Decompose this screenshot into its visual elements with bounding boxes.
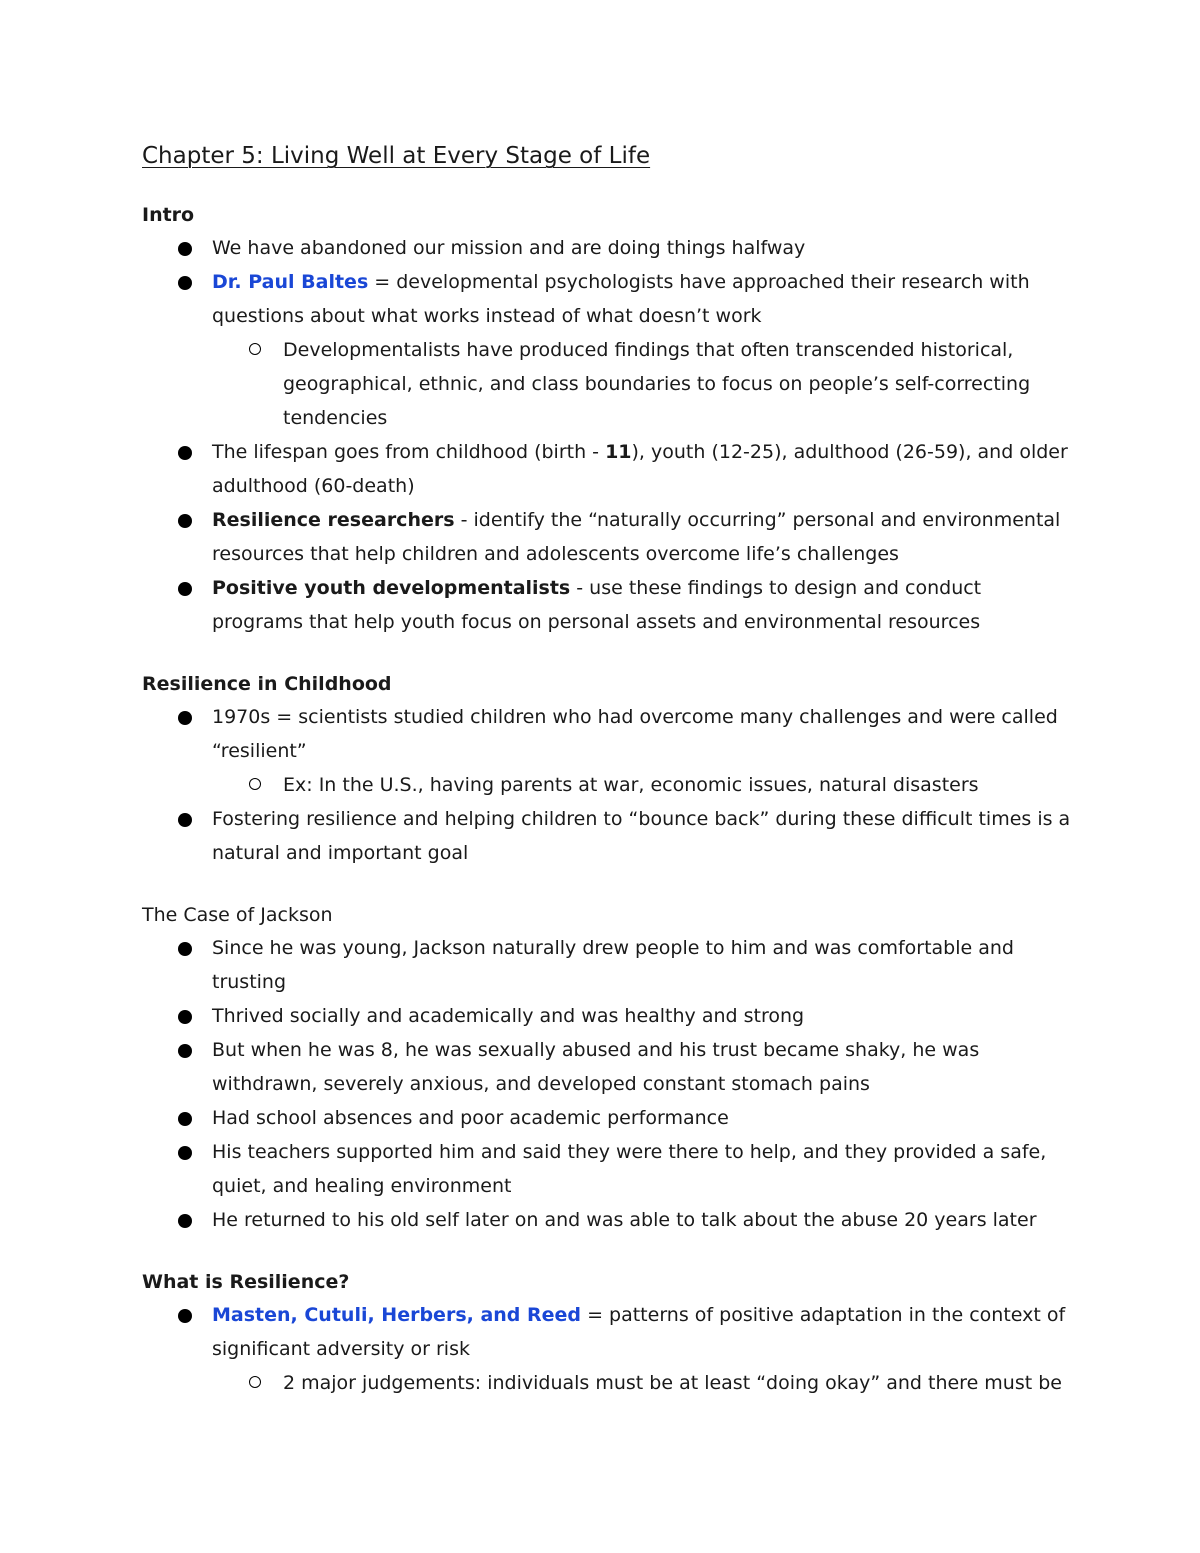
highlighted-name: Masten, Cutuli, Herbers, and Reed [212,1304,582,1326]
sub-list-item: Developmentalists have produced findings that often transcended historical, geographical, ethnic, and class boundaries to focus on people’s self-correcting tendencies [142,333,1072,435]
filled-bullet-icon [178,582,192,596]
list-item: Thrived socially and academically and was healthy and strong [142,999,1072,1033]
list-item: We have abandoned our mission and are doing things halfway [142,231,1072,265]
page-title: Chapter 5: Living Well at Every Stage of Life [142,143,651,169]
highlighted-name: Dr. Paul Baltes [212,271,369,293]
list-item: Since he was young, Jackson naturally drew people to him and was comfortable and trusting [142,931,1072,999]
bullet-list [142,231,1072,639]
hollow-bullet-icon [249,778,261,790]
bullet-list [142,700,1072,870]
filled-bullet-icon [178,942,192,956]
filled-bullet-icon [178,446,192,460]
list-item: He returned to his old self later on and was able to talk about the abuse 20 years later [142,1203,1072,1237]
list-item: The lifespan goes from childhood (birth - 11), youth (12-25), adulthood (26-59), and older adulthood (60-death) [142,435,1072,503]
filled-bullet-icon [178,813,192,827]
section-heading: Resilience in Childhood [142,673,392,695]
list-item: 1970s = scientists studied children who had overcome many challenges and were called “resilient” [142,700,1072,768]
list-item: Masten, Cutuli, Herbers, and Reed = patterns of positive adaptation in the context of significant adversity or risk [142,1298,1072,1366]
filled-bullet-icon [178,1214,192,1228]
section-what-is-resilience [142,1269,1072,1400]
filled-bullet-icon [178,1146,192,1160]
filled-bullet-icon [178,1309,192,1323]
filled-bullet-icon [178,514,192,528]
list-item: Positive youth developmentalists - use these findings to design and conduct programs that help youth focus on personal assets and environmental resources [142,571,1072,639]
bullet-list [142,1298,1072,1400]
filled-bullet-icon [178,711,192,725]
list-item: But when he was 8, he was sexually abused and his trust became shaky, he was withdrawn, severely anxious, and developed constant stomach pains [142,1033,1072,1101]
filled-bullet-icon [178,276,192,290]
list-item: Had school absences and poor academic performance [142,1101,1072,1135]
list-item: Fostering resilience and helping children to “bounce back” during these difficult times is a natural and important goal [142,802,1072,870]
filled-bullet-icon [178,1044,192,1058]
bold-term: Resilience researchers [212,509,455,531]
sub-list-item: 2 major judgements: individuals must be at least “doing okay” and there must be [142,1366,1072,1400]
filled-bullet-icon [178,242,192,256]
list-item: Resilience researchers - identify the “naturally occurring” personal and environmental resources that help children and adolescents overcome life’s challenges [142,503,1072,571]
hollow-bullet-icon [249,343,261,355]
section-resilience-in-childhood [142,671,1072,870]
list-item: His teachers supported him and said they were there to help, and they provided a safe, quiet, and healing environment [142,1135,1072,1203]
filled-bullet-icon [178,1010,192,1024]
bullet-list [142,931,1072,1237]
section-heading: The Case of Jackson [142,904,333,926]
list-item: Dr. Paul Baltes = developmental psychologists have approached their research with questions about what works instead of what doesn’t work [142,265,1072,333]
filled-bullet-icon [178,1112,192,1126]
document-page [142,138,1072,1432]
sub-list-item: Ex: In the U.S., having parents at war, economic issues, natural disasters [142,768,1072,802]
section-case-of-jackson [142,902,1072,1237]
bold-term: Positive youth developmentalists [212,577,571,599]
section-heading: What is Resilience? [142,1271,350,1293]
section-intro [142,202,1072,639]
hollow-bullet-icon [249,1376,261,1388]
section-heading: Intro [142,204,195,226]
